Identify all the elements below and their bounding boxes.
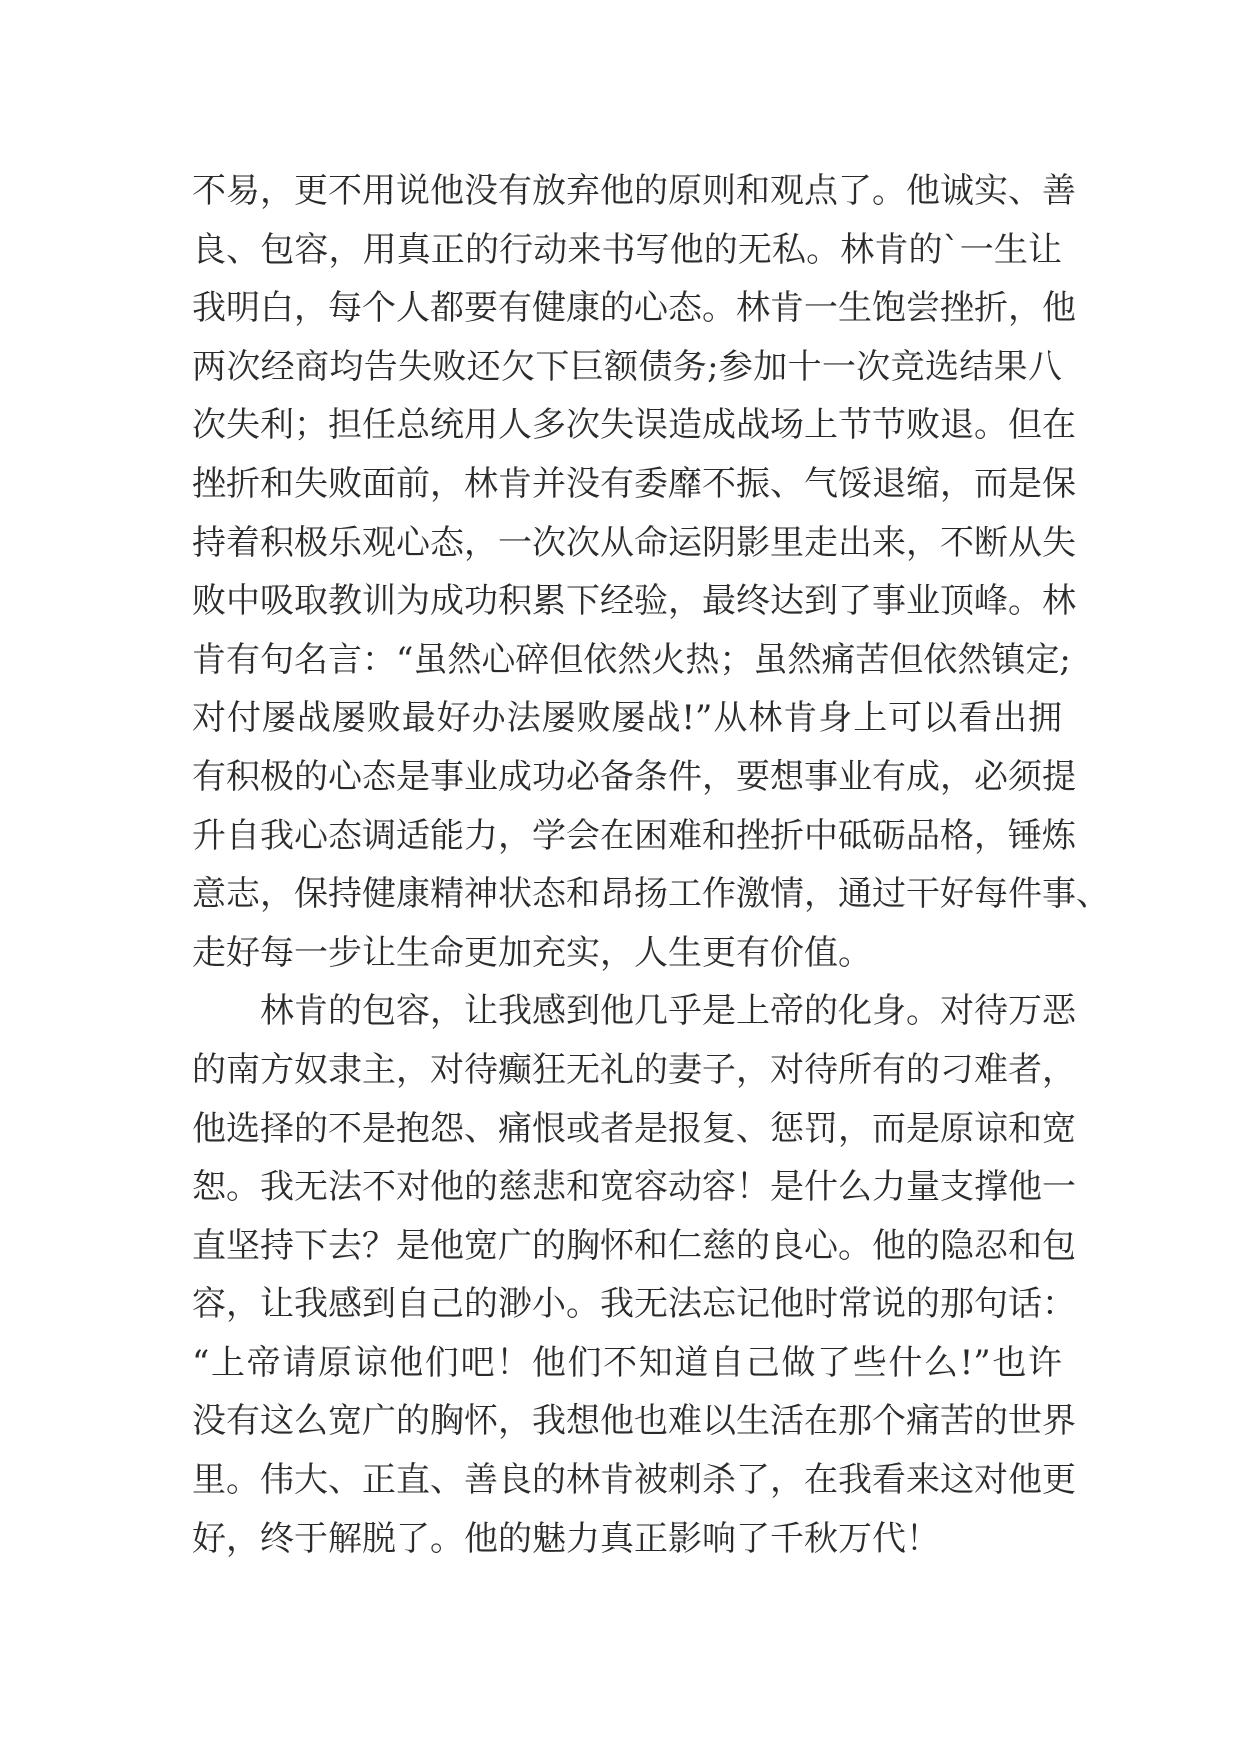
text-line: 次失利；担任总统用人多次失误造成战场上节节败退。但在 xyxy=(192,405,1076,446)
text-line: 容，让我感到自己的渺小。我无法忘记他时常说的那句话： xyxy=(192,1284,1076,1325)
text-line: 里。伟大、正直、善良的林肯被刺杀了，在我看来这对他更 xyxy=(192,1460,1076,1501)
text-line: 有积极的心态是事业成功必备条件，要想事业有成，必须提 xyxy=(192,756,1076,797)
paragraph-2 xyxy=(192,982,1076,1568)
text-line: 他选择的不是抱怨、痛恨或者是报复、惩罚，而是原谅和宽 xyxy=(192,1108,1076,1149)
text-line: 走好每一步让生命更加充实，人生更有价值。 xyxy=(192,932,872,973)
text-line: 肯有句名言：“虽然心碎但依然火热；虽然痛苦但依然镇定; xyxy=(192,639,1071,680)
text-line: 对付屡战屡败最好办法屡败屡战!”从林肯身上可以看出拥 xyxy=(192,698,1062,739)
paragraph-1 xyxy=(192,162,1110,982)
text-line: 持着积极乐观心态，一次次从命运阴影里走出来，不断从失 xyxy=(192,522,1076,563)
text-line: 升自我心态调适能力，学会在困难和挫折中砥砺品格，锤炼 xyxy=(192,815,1076,856)
text-line: 我明白，每个人都要有健康的心态。林肯一生饱尝挫折，他 xyxy=(192,288,1076,329)
text-line: 好，终于解脱了。他的魅力真正影响了千秋万代！ xyxy=(192,1518,940,1559)
text-line: 两次经商均告失败还欠下巨额债务;参加十一次竞选结果八 xyxy=(192,346,1063,387)
body-text xyxy=(192,162,1110,1568)
text-line: 的南方奴隶主，对待癫狂无礼的妻子，对待所有的刁难者， xyxy=(192,1049,1076,1090)
text-line: 没有这么宽广的胸怀，我想他也难以生活在那个痛苦的世界 xyxy=(192,1401,1076,1442)
text-line: 良、包容，用真正的行动来书写他的无私。林肯的`一生让 xyxy=(192,229,1062,270)
text-line: 败中吸取教训为成功积累下经验，最终达到了事业顶峰。林 xyxy=(192,581,1076,622)
text-line: “上帝请原谅他们吧！他们不知道自己做了些什么!”也许 xyxy=(192,1342,1062,1383)
text-line: 恕。我无法不对他的慈悲和宽容动容！是什么力量支撑他一 xyxy=(192,1167,1076,1208)
text-line: 不易，更不用说他没有放弃他的原则和观点了。他诚实、善 xyxy=(192,171,1076,211)
text-line: 林肯的包容，让我感到他几乎是上帝的化身。对待万恶 xyxy=(260,991,1076,1032)
text-line: 直坚持下去？是他宽广的胸怀和仁慈的良心。他的隐忍和包 xyxy=(192,1225,1076,1266)
text-line: 挫折和失败面前，林肯并没有委靡不振、气馁退缩，而是保 xyxy=(192,463,1076,504)
text-line: 意志，保持健康精神状态和昂扬工作激情，通过干好每件事、 xyxy=(192,874,1110,915)
